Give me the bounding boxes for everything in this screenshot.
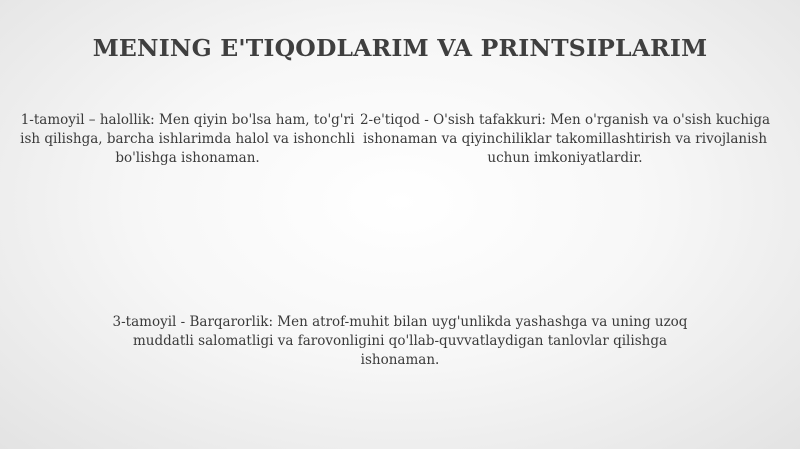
principle-3-text: 3-tamoyil - Barqarorlik: Men atrof-muhit bilan uyg'unlikda yashashga va uning uzoq muddatli salomatligi va farovonligini qo'llab-quvvatlaydigan tanlovlar qilishga ishonaman. xyxy=(112,314,688,368)
slide-title: MENING E'TIQODLARIM VA PRINTSIPLARIM xyxy=(92,34,708,62)
belief-2-text: 2-e'tiqod - O'sish tafakkuri: Men o'rganish va o'sish kuchiga ishonaman va qiyinchiliklar takomillashtirish va rivojlanish uchun imkoniyatlardir. xyxy=(359,112,771,166)
principle-1-text: 1-tamoyil – halollik: Men qiyin bo'lsa ham, to'g'ri ish qilishga, barcha ishlarimda halol va ishonchli bo'lishga ishonaman. xyxy=(20,112,355,166)
